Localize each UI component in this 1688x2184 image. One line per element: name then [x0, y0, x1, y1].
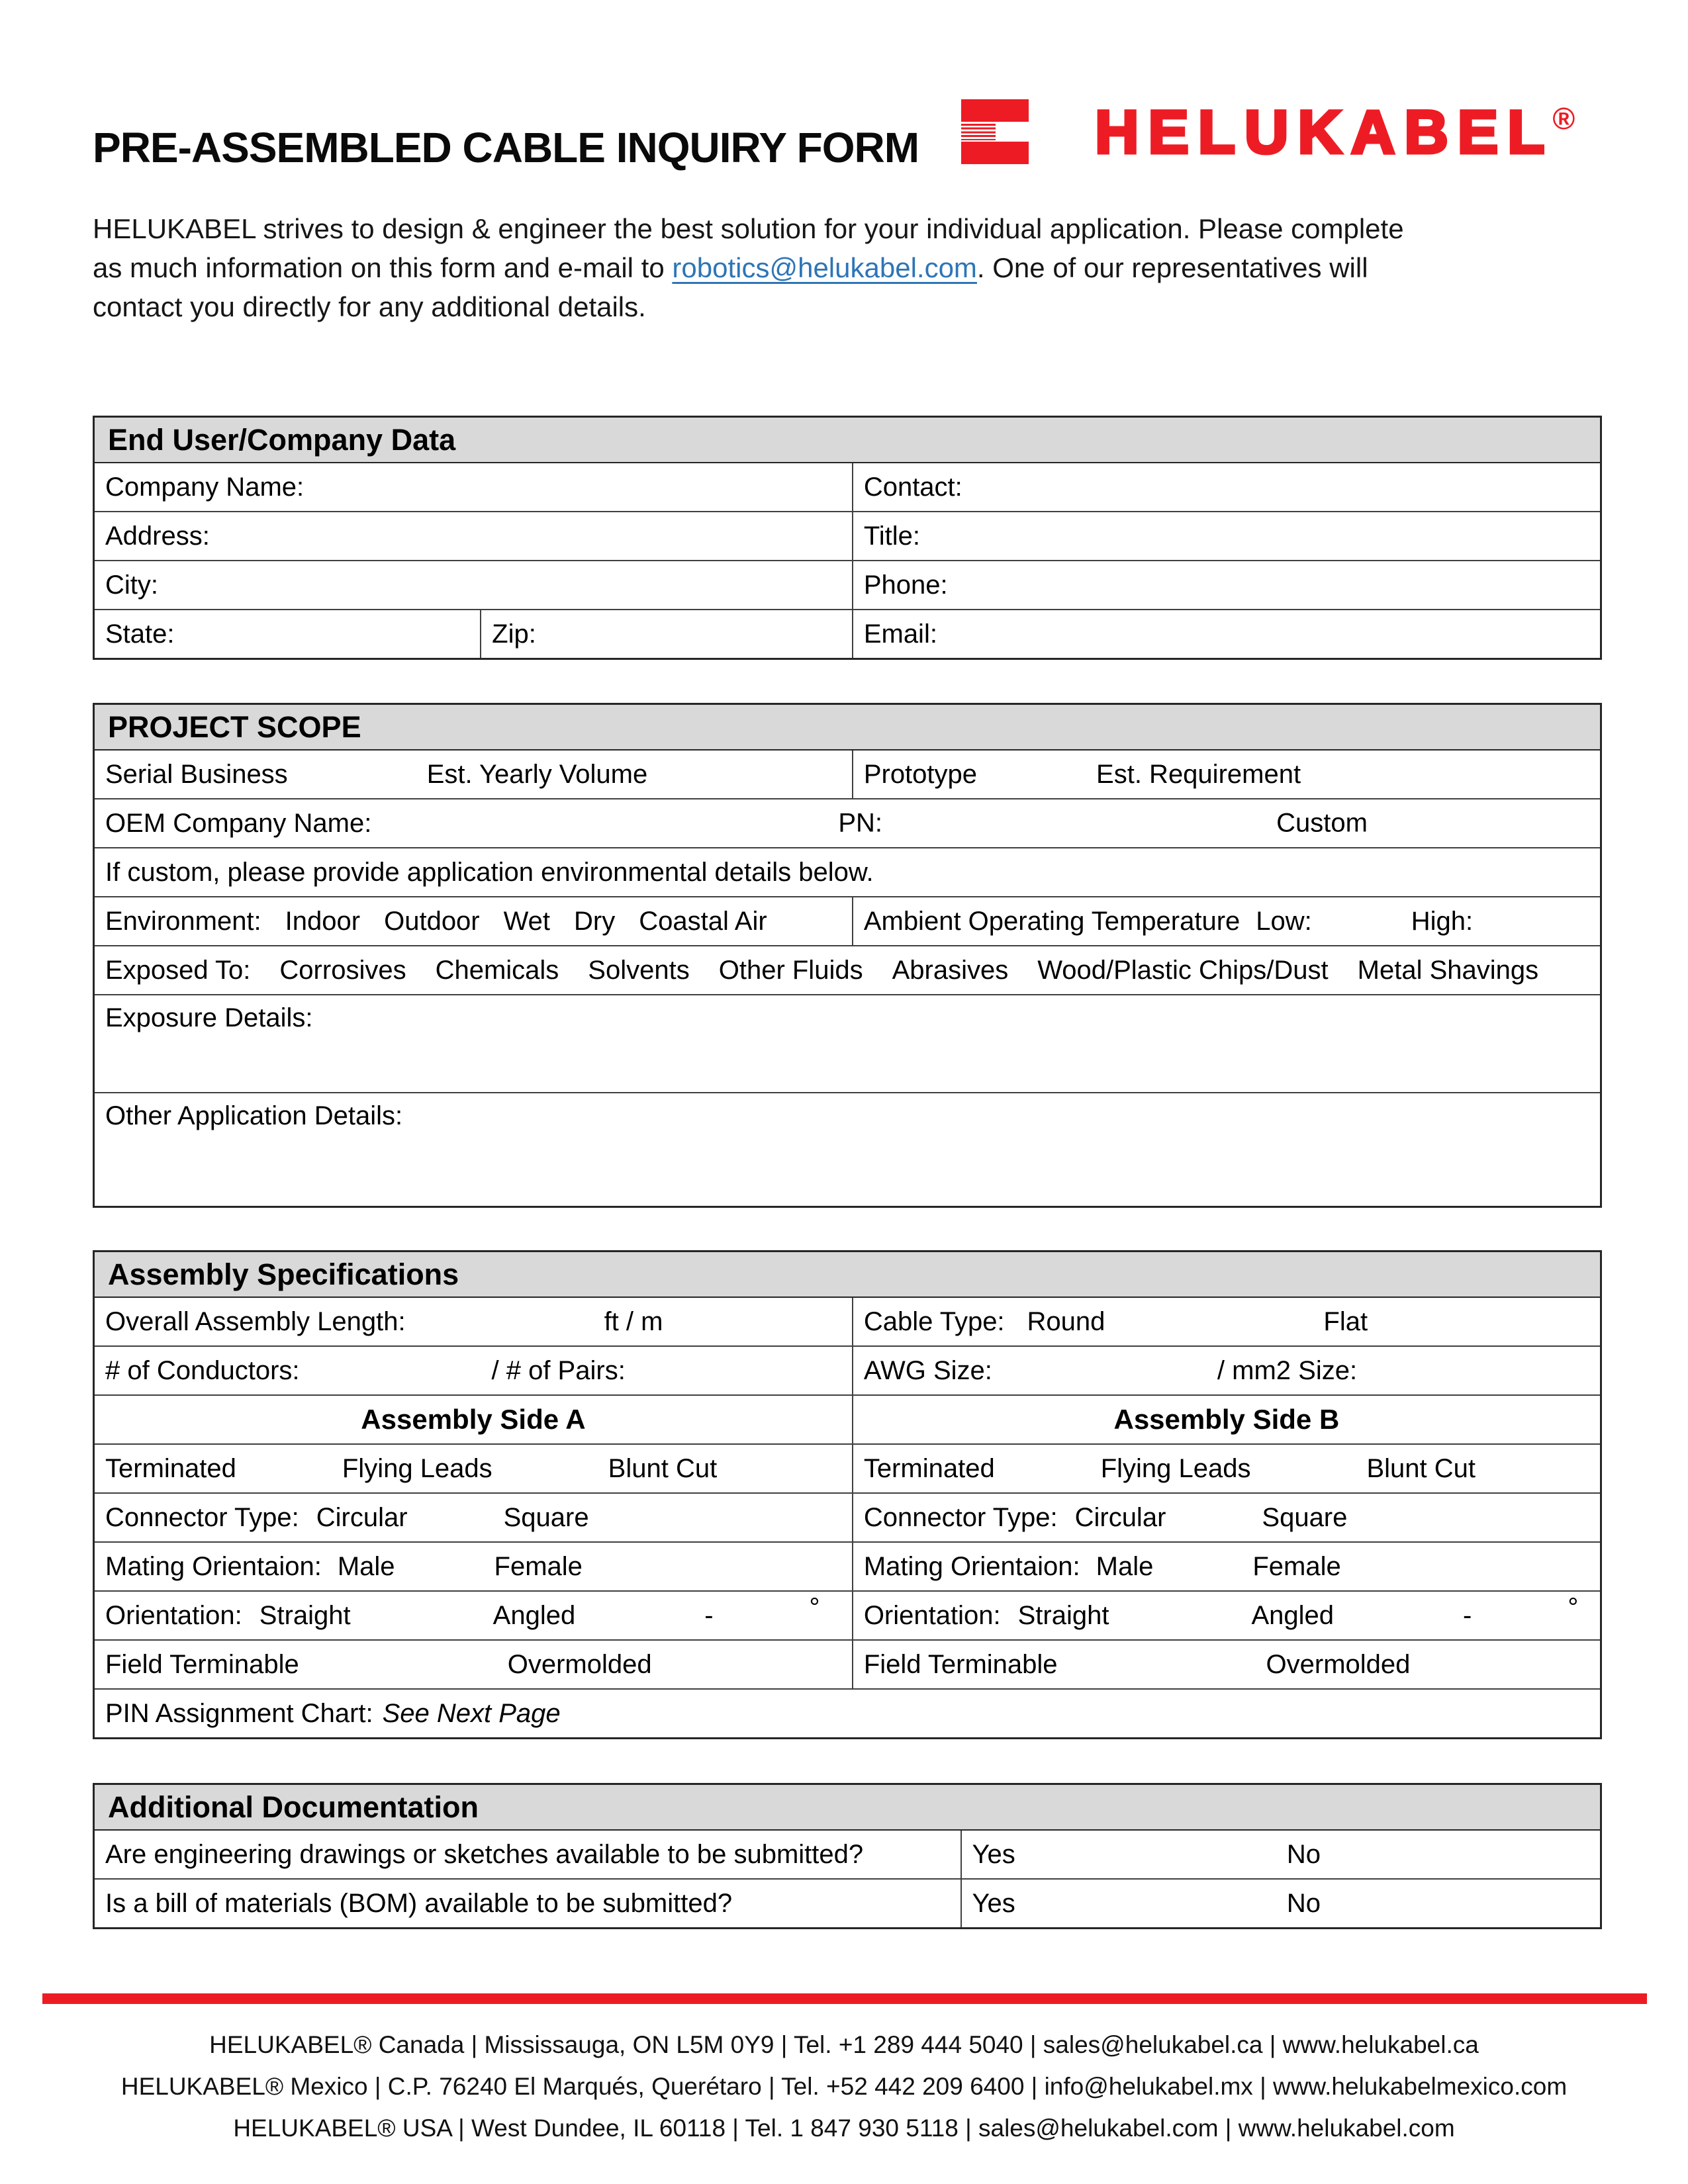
- env-option-indoor[interactable]: Indoor: [285, 906, 361, 936]
- intro-line2-before: as much information on this form and e-mail to: [93, 252, 673, 283]
- blunt-cut-option-a[interactable]: Blunt Cut: [608, 1453, 718, 1483]
- connector-type-cell-b[interactable]: [852, 1494, 1600, 1541]
- serial-business-option[interactable]: Serial Business: [105, 759, 288, 789]
- orientation-cell-b[interactable]: [852, 1592, 1600, 1639]
- exposed-option-wood-plastic-chips-dust[interactable]: Wood/Plastic Chips/Dust: [1037, 955, 1329, 985]
- table-row: [95, 945, 1600, 994]
- drawings-no-option[interactable]: No: [1286, 1839, 1321, 1869]
- termination-cell-b[interactable]: [852, 1445, 1600, 1492]
- business-type-cell[interactable]: [95, 751, 852, 798]
- project-scope-section-header: [95, 705, 1600, 751]
- footer-line-usa: HELUKABEL® USA | West Dundee, IL 60118 | Tel. 1 847 930 5118 | sales@helukabel.com | www.helukabel.com: [233, 2115, 1455, 2142]
- connector-type-cell-a[interactable]: [95, 1494, 852, 1541]
- field-terminable-option-a[interactable]: Field Terminable: [105, 1649, 299, 1679]
- table-row: [95, 1831, 1600, 1878]
- env-option-coastal-air[interactable]: Coastal Air: [639, 906, 767, 936]
- cable-type-cell[interactable]: [852, 1298, 1600, 1345]
- footer-red-bar: [42, 1993, 1647, 2004]
- overall-assembly-length-field[interactable]: [95, 1298, 852, 1345]
- bom-question-cell: [95, 1880, 961, 1927]
- oem-company-name-label: OEM Company Name:: [105, 808, 372, 838]
- other-application-details-label: Other Application Details:: [105, 1101, 403, 1130]
- env-option-dry[interactable]: Dry: [574, 906, 616, 936]
- city-field[interactable]: [95, 561, 852, 609]
- connector-type-label-b: Connector Type:: [863, 1502, 1058, 1532]
- est-yearly-volume-field[interactable]: Est. Yearly Volume: [426, 759, 648, 789]
- robotics-email-link[interactable]: robotics@helukabel.com: [672, 252, 977, 283]
- drawings-answer-cell[interactable]: [961, 1831, 1600, 1878]
- company-data-section-header: [95, 418, 1600, 463]
- intro-line3: contact you directly for any additional details.: [93, 291, 646, 322]
- table-row: [95, 1443, 1600, 1492]
- table-row: [95, 1639, 1600, 1688]
- other-application-details-field[interactable]: [95, 1093, 1600, 1206]
- state-label: State:: [105, 619, 175, 649]
- email-field[interactable]: [852, 610, 1600, 658]
- assembly-specifications-table: [93, 1250, 1602, 1739]
- est-requirement-field[interactable]: Est. Requirement: [1096, 759, 1301, 789]
- table-row: [95, 463, 1600, 511]
- table-row: [95, 751, 1600, 798]
- exposed-option-metal-shavings[interactable]: Metal Shavings: [1357, 955, 1539, 985]
- footer: [0, 2024, 1688, 2149]
- address-label: Address:: [105, 521, 210, 551]
- mating-orientation-cell-b[interactable]: [852, 1543, 1600, 1590]
- exposed-option-abrasives[interactable]: Abrasives: [892, 955, 1009, 985]
- zip-field[interactable]: [480, 610, 852, 658]
- contact-field[interactable]: [852, 463, 1600, 511]
- pin-assignment-label: PIN Assignment Chart:: [105, 1698, 373, 1728]
- mating-orientation-label-b: Mating Orientaion:: [863, 1551, 1080, 1581]
- pin-assignment-note: See Next Page: [382, 1698, 561, 1728]
- project-scope-title: PROJECT SCOPE: [108, 709, 361, 744]
- pn-field-label[interactable]: PN:: [838, 808, 883, 838]
- table-row: [95, 1345, 1600, 1394]
- contact-label: Contact:: [863, 472, 962, 502]
- flying-leads-option-a[interactable]: Flying Leads: [342, 1453, 492, 1483]
- degree-symbol-b: °: [1568, 1592, 1579, 1622]
- orientation-label-b: Orientation:: [863, 1600, 1001, 1630]
- field-terminable-cell-b[interactable]: [852, 1641, 1600, 1688]
- exposed-option-other-fluids[interactable]: Other Fluids: [718, 955, 863, 985]
- drawings-yes-option[interactable]: Yes: [972, 1839, 1015, 1869]
- mating-orientation-label-a: Mating Orientaion:: [105, 1551, 322, 1581]
- overmolded-option-a[interactable]: Overmolded: [507, 1649, 652, 1679]
- straight-option-b[interactable]: Straight: [1017, 1600, 1109, 1630]
- circular-option-b[interactable]: Circular: [1074, 1502, 1166, 1532]
- zip-label: Zip:: [492, 619, 536, 649]
- awg-size-label: AWG Size:: [863, 1355, 992, 1385]
- terminated-option-a[interactable]: Terminated: [105, 1453, 236, 1483]
- bom-question-text: Is a bill of materials (BOM) available to be submitted?: [105, 1888, 733, 1918]
- env-option-wet[interactable]: Wet: [503, 906, 551, 936]
- address-field[interactable]: [95, 512, 852, 560]
- male-option-a[interactable]: Male: [337, 1551, 395, 1581]
- male-option-b[interactable]: Male: [1096, 1551, 1154, 1581]
- circular-option-a[interactable]: Circular: [316, 1502, 408, 1532]
- angled-option-b[interactable]: Angled: [1251, 1600, 1335, 1630]
- table-row: [95, 1394, 1600, 1443]
- additional-documentation-title: Additional Documentation: [108, 1790, 479, 1824]
- logo-bottom-bar: [961, 142, 1029, 164]
- intro-paragraph: [93, 209, 1622, 326]
- intro-line1: HELUKABEL strives to design & engineer the best solution for your individual application. Please complete: [93, 213, 1404, 244]
- table-row: [95, 1298, 1600, 1345]
- ambient-temperature-label: Ambient Operating Temperature: [863, 906, 1241, 936]
- mm2-size-label: / mm2 Size:: [1217, 1355, 1358, 1385]
- city-label: City:: [105, 570, 158, 600]
- oem-company-cell[interactable]: [95, 799, 1600, 847]
- environment-cell[interactable]: [95, 897, 852, 945]
- table-row: [95, 1092, 1600, 1206]
- table-row: [95, 798, 1600, 847]
- footer-line-canada: HELUKABEL® Canada | Mississauga, ON L5M 0Y9 | Tel. +1 289 444 5040 | sales@helukabel.ca | www.helukabel.ca: [209, 2031, 1479, 2058]
- orientation-label-a: Orientation:: [105, 1600, 242, 1630]
- prototype-option[interactable]: Prototype: [863, 759, 978, 789]
- prototype-cell[interactable]: [852, 751, 1600, 798]
- phone-field[interactable]: [852, 561, 1600, 609]
- assembly-side-b-header: [852, 1396, 1600, 1443]
- additional-documentation-table: [93, 1783, 1602, 1929]
- cable-type-label: Cable Type:: [863, 1306, 1005, 1336]
- state-field[interactable]: [95, 610, 480, 658]
- registered-trademark-icon: ®: [1552, 101, 1575, 136]
- ft-m-unit-label[interactable]: ft / m: [604, 1306, 663, 1336]
- table-row: [95, 994, 1600, 1092]
- pairs-label: / # of Pairs:: [491, 1355, 626, 1385]
- exposure-details-label: Exposure Details:: [105, 1003, 313, 1032]
- drawings-question-cell: [95, 1831, 961, 1878]
- bom-yes-option[interactable]: Yes: [972, 1888, 1015, 1918]
- table-row: [95, 896, 1600, 945]
- assembly-specifications-section-header: [95, 1252, 1600, 1298]
- assembly-side-a-header: [95, 1396, 852, 1443]
- custom-note-text: If custom, please provide application environmental details below.: [105, 857, 874, 887]
- conductors-label: # of Conductors:: [105, 1355, 300, 1385]
- assembly-side-a-title: Assembly Side A: [361, 1404, 586, 1435]
- cable-type-flat-option[interactable]: Flat: [1323, 1306, 1368, 1336]
- helukabel-logo-icon: [961, 99, 1029, 164]
- assembly-specifications-title: Assembly Specifications: [108, 1257, 459, 1291]
- environment-label: Environment:: [105, 906, 261, 936]
- additional-documentation-section-header: [95, 1785, 1600, 1831]
- table-row: [95, 511, 1600, 560]
- angled-option-a[interactable]: Angled: [492, 1600, 576, 1630]
- project-scope-table: [93, 703, 1602, 1208]
- footer-line-mexico: HELUKABEL® Mexico | C.P. 76240 El Marqués, Querétaro | Tel. +52 442 209 6400 | info@helukabel.mx | www.helukabelmexico.com: [120, 2073, 1568, 2100]
- blunt-cut-option-b[interactable]: Blunt Cut: [1366, 1453, 1476, 1483]
- table-row: [95, 560, 1600, 609]
- exposure-details-field[interactable]: [95, 995, 1600, 1092]
- square-option-a[interactable]: Square: [503, 1502, 589, 1532]
- ambient-low-field[interactable]: Low:: [1256, 906, 1312, 936]
- connector-type-label-a: Connector Type:: [105, 1502, 299, 1532]
- table-row: [95, 1878, 1600, 1927]
- company-name-field[interactable]: [95, 463, 852, 511]
- title-field[interactable]: [852, 512, 1600, 560]
- bom-no-option[interactable]: No: [1286, 1888, 1321, 1918]
- terminated-option-b[interactable]: Terminated: [863, 1453, 995, 1483]
- conductors-pairs-field[interactable]: [95, 1347, 852, 1394]
- title-label: Title:: [863, 521, 921, 551]
- female-option-a[interactable]: Female: [494, 1551, 583, 1581]
- square-option-b[interactable]: Square: [1262, 1502, 1348, 1532]
- ambient-temperature-cell[interactable]: [852, 897, 1600, 945]
- custom-option[interactable]: Custom: [1276, 808, 1368, 838]
- table-row: [95, 1541, 1600, 1590]
- env-option-outdoor[interactable]: Outdoor: [384, 906, 480, 936]
- exposed-to-label: Exposed To:: [105, 955, 251, 985]
- ambient-high-field[interactable]: High:: [1411, 906, 1474, 936]
- straight-option-a[interactable]: Straight: [259, 1600, 351, 1630]
- logo-stripes: [961, 124, 996, 140]
- company-name-label: Company Name:: [105, 472, 305, 502]
- mating-orientation-cell-a[interactable]: [95, 1543, 852, 1590]
- orientation-cell-a[interactable]: [95, 1592, 852, 1639]
- helukabel-wordmark: HELUKABEL: [1095, 99, 1554, 166]
- logo-top-bar: [961, 99, 1029, 122]
- overmolded-option-b[interactable]: Overmolded: [1266, 1649, 1411, 1679]
- overall-assembly-length-label: Overall Assembly Length:: [105, 1306, 406, 1336]
- cable-type-round-option[interactable]: Round: [1027, 1306, 1105, 1336]
- awg-mm2-field[interactable]: [852, 1347, 1600, 1394]
- table-row: [95, 609, 1600, 658]
- page-title: PRE-ASSEMBLED CABLE INQUIRY FORM: [93, 124, 919, 171]
- table-row: [95, 1492, 1600, 1541]
- field-terminable-option-b[interactable]: Field Terminable: [863, 1649, 1058, 1679]
- table-row: [95, 1688, 1600, 1737]
- helukabel-logo: [961, 99, 1575, 165]
- exposed-to-cell[interactable]: [95, 946, 1600, 994]
- custom-note-cell: [95, 848, 1600, 896]
- exposed-option-corrosives[interactable]: Corrosives: [279, 955, 406, 985]
- termination-cell-a[interactable]: [95, 1445, 852, 1492]
- assembly-side-b-title: Assembly Side B: [1113, 1404, 1340, 1435]
- company-data-table: [93, 416, 1602, 660]
- table-row: [95, 847, 1600, 896]
- angle-dash-b: -: [1463, 1600, 1472, 1630]
- exposed-option-solvents[interactable]: Solvents: [588, 955, 690, 985]
- drawings-question-text: Are engineering drawings or sketches available to be submitted?: [105, 1839, 864, 1869]
- company-data-title: End User/Company Data: [108, 422, 456, 457]
- bom-answer-cell[interactable]: [961, 1880, 1600, 1927]
- field-terminable-cell-a[interactable]: [95, 1641, 852, 1688]
- exposed-option-chemicals[interactable]: Chemicals: [435, 955, 559, 985]
- pin-assignment-cell: [95, 1690, 1600, 1737]
- degree-symbol-a: °: [809, 1592, 820, 1622]
- phone-label: Phone:: [863, 570, 948, 600]
- angle-dash-a: -: [704, 1600, 714, 1630]
- email-label: Email:: [863, 619, 937, 649]
- intro-line2-after: . One of our representatives will: [976, 252, 1368, 283]
- table-row: [95, 1590, 1600, 1639]
- flying-leads-option-b[interactable]: Flying Leads: [1100, 1453, 1251, 1483]
- female-option-b[interactable]: Female: [1252, 1551, 1341, 1581]
